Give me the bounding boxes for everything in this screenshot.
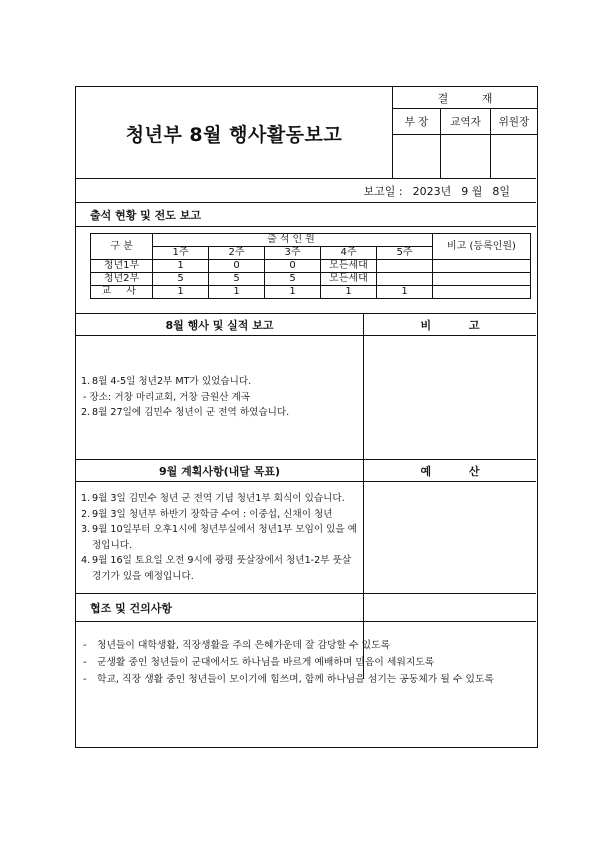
cell-note: [433, 260, 531, 273]
cell: 5: [265, 273, 321, 286]
row-label: 청년2부: [91, 273, 153, 286]
report-title: 청년부 8월 행사활동보고: [125, 123, 343, 146]
approval-role-pastor: 교역자: [441, 109, 491, 135]
events-list: [81, 374, 359, 421]
plans-list: [81, 491, 359, 584]
events-section-title: 8월 행사 및 실적 보고: [76, 314, 363, 336]
table-row: [91, 273, 531, 286]
suggestions-list: [83, 637, 528, 688]
date-year: 2023년: [412, 184, 452, 198]
table-row: [91, 260, 531, 273]
cell: 1: [377, 286, 433, 299]
col-note: 비고 (등록인원): [433, 234, 531, 260]
plans-budget-title: 예 산: [364, 460, 536, 482]
events-remarks-title: 비 고: [364, 314, 536, 336]
report-document: [75, 86, 538, 748]
cell: 1: [209, 286, 265, 299]
table-row: [91, 286, 531, 299]
suggestions-section-title: 협조 및 건의사항: [76, 594, 536, 622]
list-item: - 학교, 직장 생활 중인 청년들이 모이기에 힘쓰며, 함께 하나님을 섬기는 공동체가 될 수 있도록: [83, 674, 494, 685]
cell: [377, 273, 433, 286]
cell: 0: [265, 260, 321, 273]
week-header: 3주: [265, 247, 321, 260]
week-header: 5주: [377, 247, 433, 260]
signature-cell-pastor: [441, 135, 491, 179]
row-label: 교 사: [91, 286, 153, 299]
list-item: 2. 8월 27일에 김민수 청년이 군 전역 하였습니다.: [81, 407, 290, 418]
cell: 모든세대: [321, 273, 377, 286]
cell: 5: [209, 273, 265, 286]
cell: 1: [265, 286, 321, 299]
list-item: - 군생활 중인 청년들이 군대에서도 하나님을 바르게 예배하며 믿음이 세워지도록: [83, 657, 435, 668]
approval-role-chair: 위원장: [491, 109, 537, 135]
signature-cell-head: [393, 135, 441, 179]
list-item: - 청년들이 대학생활, 직장생활을 주의 은혜가운데 잘 감당할 수 있도록: [83, 640, 391, 651]
column-divider: [363, 313, 364, 679]
list-item: 3. 9월 10일부터 오후1시에 청년부실에서 청년1부 모임이 있을 예정입니다.: [81, 524, 358, 551]
cell-note: [433, 286, 531, 299]
list-item: 4. 9월 16일 토요일 오전 9시에 광평 풋살장에서 청년1-2부 풋살경기가 있을 예정입니다.: [81, 555, 352, 582]
week-header: 1주: [153, 247, 209, 260]
approval-box: [392, 87, 536, 179]
list-item: 2. 9월 3일 청년부 하반기 장학금 수여 : 이중섭, 신채이 청년: [81, 508, 333, 520]
cell-note: [433, 273, 531, 286]
approval-role-head: 부 장: [393, 109, 441, 135]
cell: 1: [153, 260, 209, 273]
date-label: 보고일 :: [363, 184, 403, 198]
attendance-table: [90, 233, 531, 299]
week-header: 2주: [209, 247, 265, 260]
col-category: 구 분: [91, 234, 153, 260]
date-day: 8일: [492, 184, 510, 198]
signature-cell-chair: [491, 135, 537, 179]
cell: 5: [153, 273, 209, 286]
report-header: [76, 87, 536, 179]
cell: 1: [153, 286, 209, 299]
list-item: 1. 8월 4-5일 청년2부 MT가 있었습니다.: [81, 376, 252, 387]
report-date: [76, 179, 536, 203]
col-attendance-group: 출석인원: [153, 234, 433, 247]
approval-header: 결 재: [393, 87, 537, 109]
week-header: 4주: [321, 247, 377, 260]
date-month: 9 월: [461, 184, 483, 198]
row-label: 청년1부: [91, 260, 153, 273]
cell: [377, 260, 433, 273]
attendance-section-title: 출석 현황 및 전도 보고: [76, 203, 536, 227]
cell: 1: [321, 286, 377, 299]
list-item: - 장소: 거창 마리교회, 거창 금원산 계곡: [83, 391, 251, 403]
cell: 0: [209, 260, 265, 273]
plans-section-title: 9월 계획사항(내달 목표): [76, 460, 363, 482]
cell: 모든세대: [321, 260, 377, 273]
list-item: 1. 9월 3일 김민수 청년 군 전역 기념 청년1부 회식이 있습니다.: [81, 493, 345, 504]
